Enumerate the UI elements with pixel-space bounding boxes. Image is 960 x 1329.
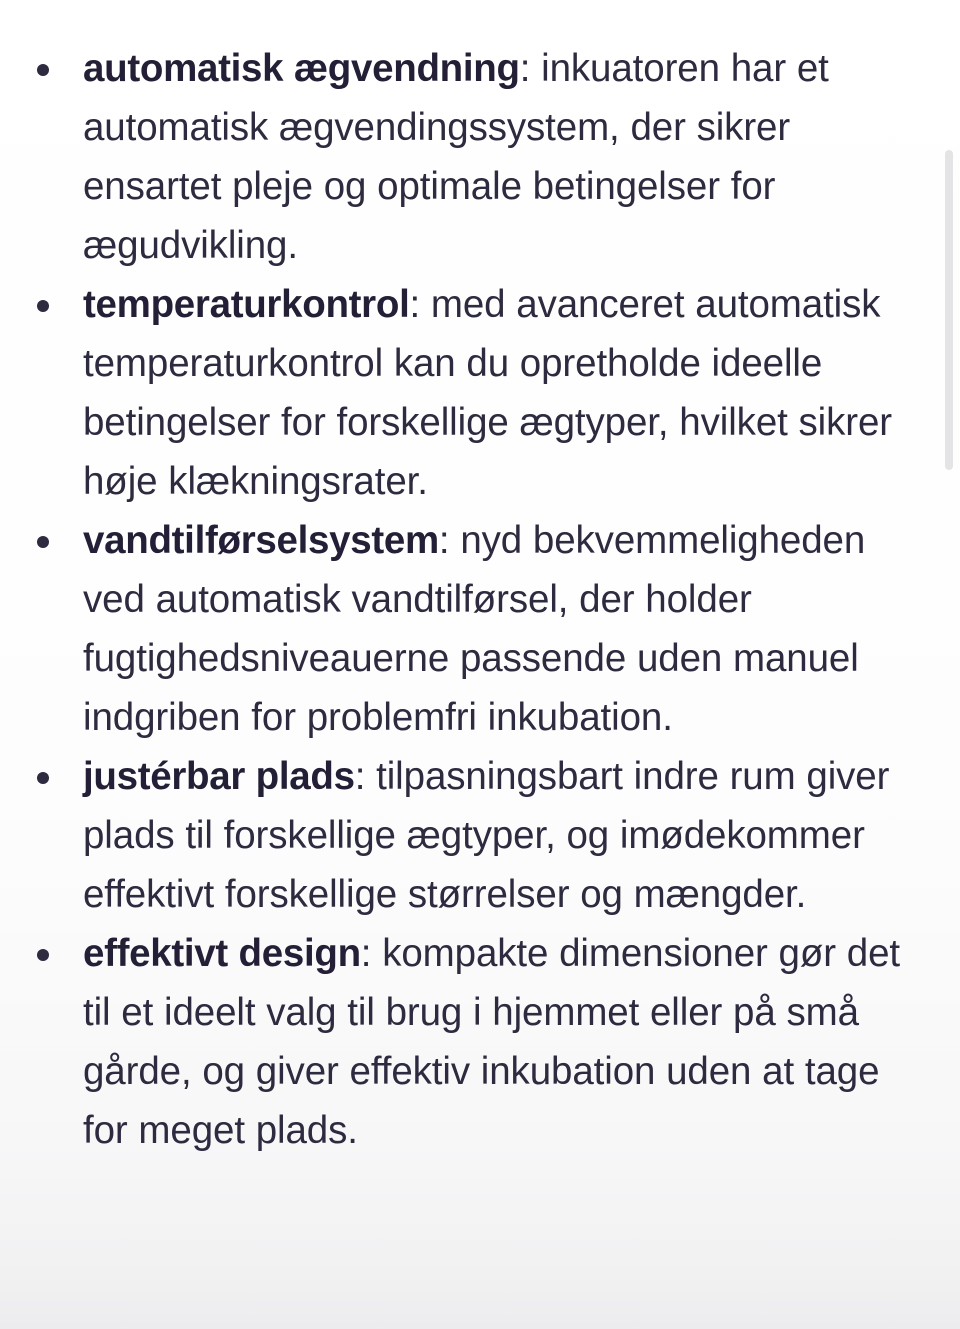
list-item: [0, 511, 918, 747]
feature-term: vandtilførselsystem: [83, 519, 439, 562]
feature-description: inkuatoren har et automatisk ægvendingssystem, der sikrer ensartet pleje og optimale betingelser for ægudvikling.: [83, 47, 829, 267]
bullet-icon: [37, 772, 49, 784]
feature-separator: :: [354, 755, 366, 798]
feature-term: justérbar plads: [83, 755, 355, 798]
bullet-icon: [37, 64, 49, 76]
feature-description: nyd bekvemmeligheden ved automatisk vandtilførsel, der holder fugtighedsniveauerne passende uden manuel indgriben for problemfri inkubation.: [83, 519, 866, 739]
list-item: [0, 924, 918, 1160]
feature-separator: :: [409, 283, 421, 326]
scrollbar-thumb[interactable]: [945, 150, 953, 470]
feature-separator: :: [438, 519, 450, 562]
bullet-icon: [37, 300, 49, 312]
feature-list: [0, 39, 918, 1160]
feature-term: automatisk ægvendning: [83, 47, 520, 90]
feature-description: tilpasningsbart indre rum giver plads til forskellige ægtyper, og imødekommer effektivt forskellige størrelser og mængder.: [83, 755, 890, 916]
list-item: [0, 747, 918, 924]
vertical-scrollbar[interactable]: [938, 0, 960, 1329]
bullet-icon: [37, 536, 49, 548]
bullet-icon: [37, 949, 49, 961]
feature-term: effektivt design: [83, 932, 361, 975]
list-item: [0, 39, 918, 275]
feature-description: med avanceret automatisk temperaturkontrol kan du opretholde ideelle betingelser for forskellige ægtyper, hvilket sikrer høje klækningsrater.: [83, 283, 893, 503]
feature-description: kompakte dimensioner gør det til et ideelt valg til brug i hjemmet eller på små gårde, og giver effektiv inkubation uden at tage for meget plads.: [83, 932, 900, 1152]
feature-separator: :: [360, 932, 372, 975]
feature-term: temperaturkontrol: [83, 283, 410, 326]
feature-separator: :: [519, 47, 531, 90]
list-item: [0, 275, 918, 511]
